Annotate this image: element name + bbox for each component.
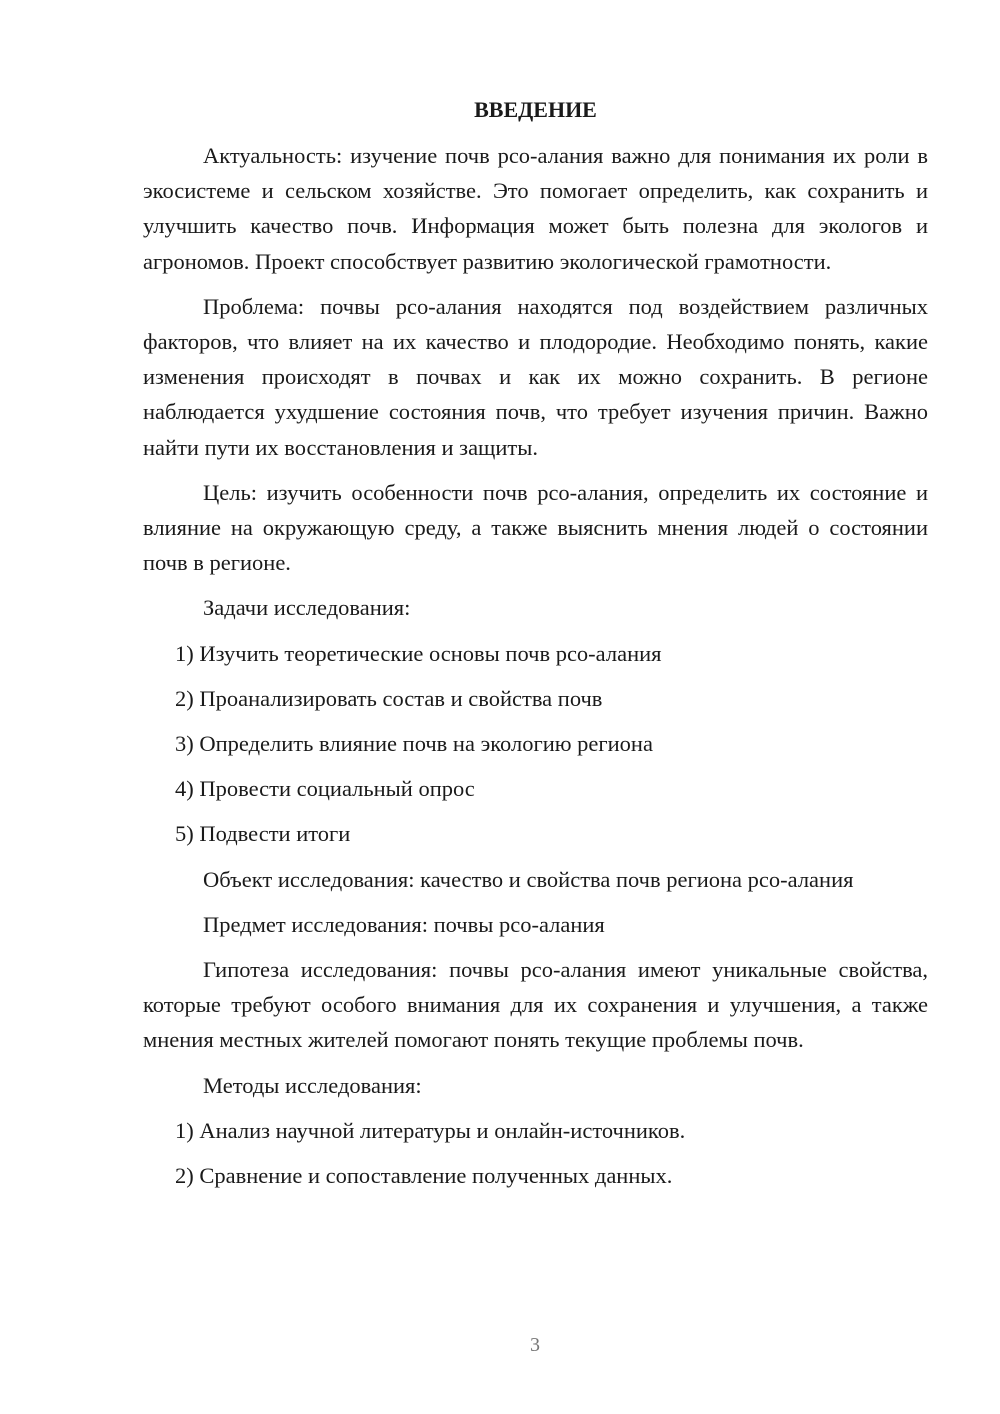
hypothesis-paragraph xyxy=(143,952,928,1058)
problem-paragraph xyxy=(143,289,928,465)
method-item: 1) Анализ научной литературы и онлайн-источников. xyxy=(175,1117,686,1143)
goal-text: изучить особенности почв рсо-алания, определить их состояние и влияние на окружающую среду, а также выяснить мнения людей о состоянии почв в регионе. xyxy=(143,479,928,576)
tasks-heading: Задачи исследования: xyxy=(203,595,411,621)
page-number: 3 xyxy=(530,1334,540,1356)
task-item: 4) Провести социальный опрос xyxy=(175,776,475,802)
relevance-label: Актуальность: xyxy=(203,143,343,168)
relevance-paragraph xyxy=(143,138,928,279)
relevance-text: изучение почв рсо-алания важно для понимания их роли в экосистеме и сельском хозяйстве. Это помогает определить, как сохранить и улучшить качество почв. Информация может быть полезна для экологов и агрономов. Проект способствует развитию экологической грамотности. xyxy=(143,143,928,274)
problem-text: почвы рсо-алания находятся под воздействием различных факторов, что влияет на их качество и плодородие. Необходимо понять, какие изменения происходят в почвах и как их можно сохранить. В регионе наблюдается ухудшение состояния почв, что требует изучения причин. Важно найти пути их восстановления и защиты. xyxy=(143,293,929,460)
problem-label: Проблема: xyxy=(203,293,305,319)
method-item: 2) Сравнение и сопоставление полученных данных. xyxy=(175,1163,673,1189)
methods-heading: Методы исследования: xyxy=(203,1072,422,1098)
hypothesis-text: почвы рсо-алания имеют уникальные свойства, которые требуют особого внимания для их сохранения и улучшения, а также мнения местных жителей помогают понять текущие проблемы почв. xyxy=(143,957,929,1053)
task-item: 2) Проанализировать состав и свойства почв xyxy=(175,685,603,711)
hypothesis-label: Гипотеза исследования: xyxy=(203,957,438,983)
section-title: ВВЕДЕНИЕ xyxy=(474,97,597,122)
goal-label: Цель: xyxy=(203,479,257,505)
research-object: Объект исследования: качество и свойства почв региона рсо-алания xyxy=(203,866,854,892)
task-item: 1) Изучить теоретические основы почв рсо-алания xyxy=(175,640,662,666)
task-item: 3) Определить влияние почв на экологию региона xyxy=(175,731,653,757)
goal-paragraph xyxy=(143,475,928,581)
page-content xyxy=(143,95,928,1203)
task-item: 5) Подвести итоги xyxy=(175,821,351,847)
research-subject: Предмет исследования: почвы рсо-алания xyxy=(203,911,605,937)
